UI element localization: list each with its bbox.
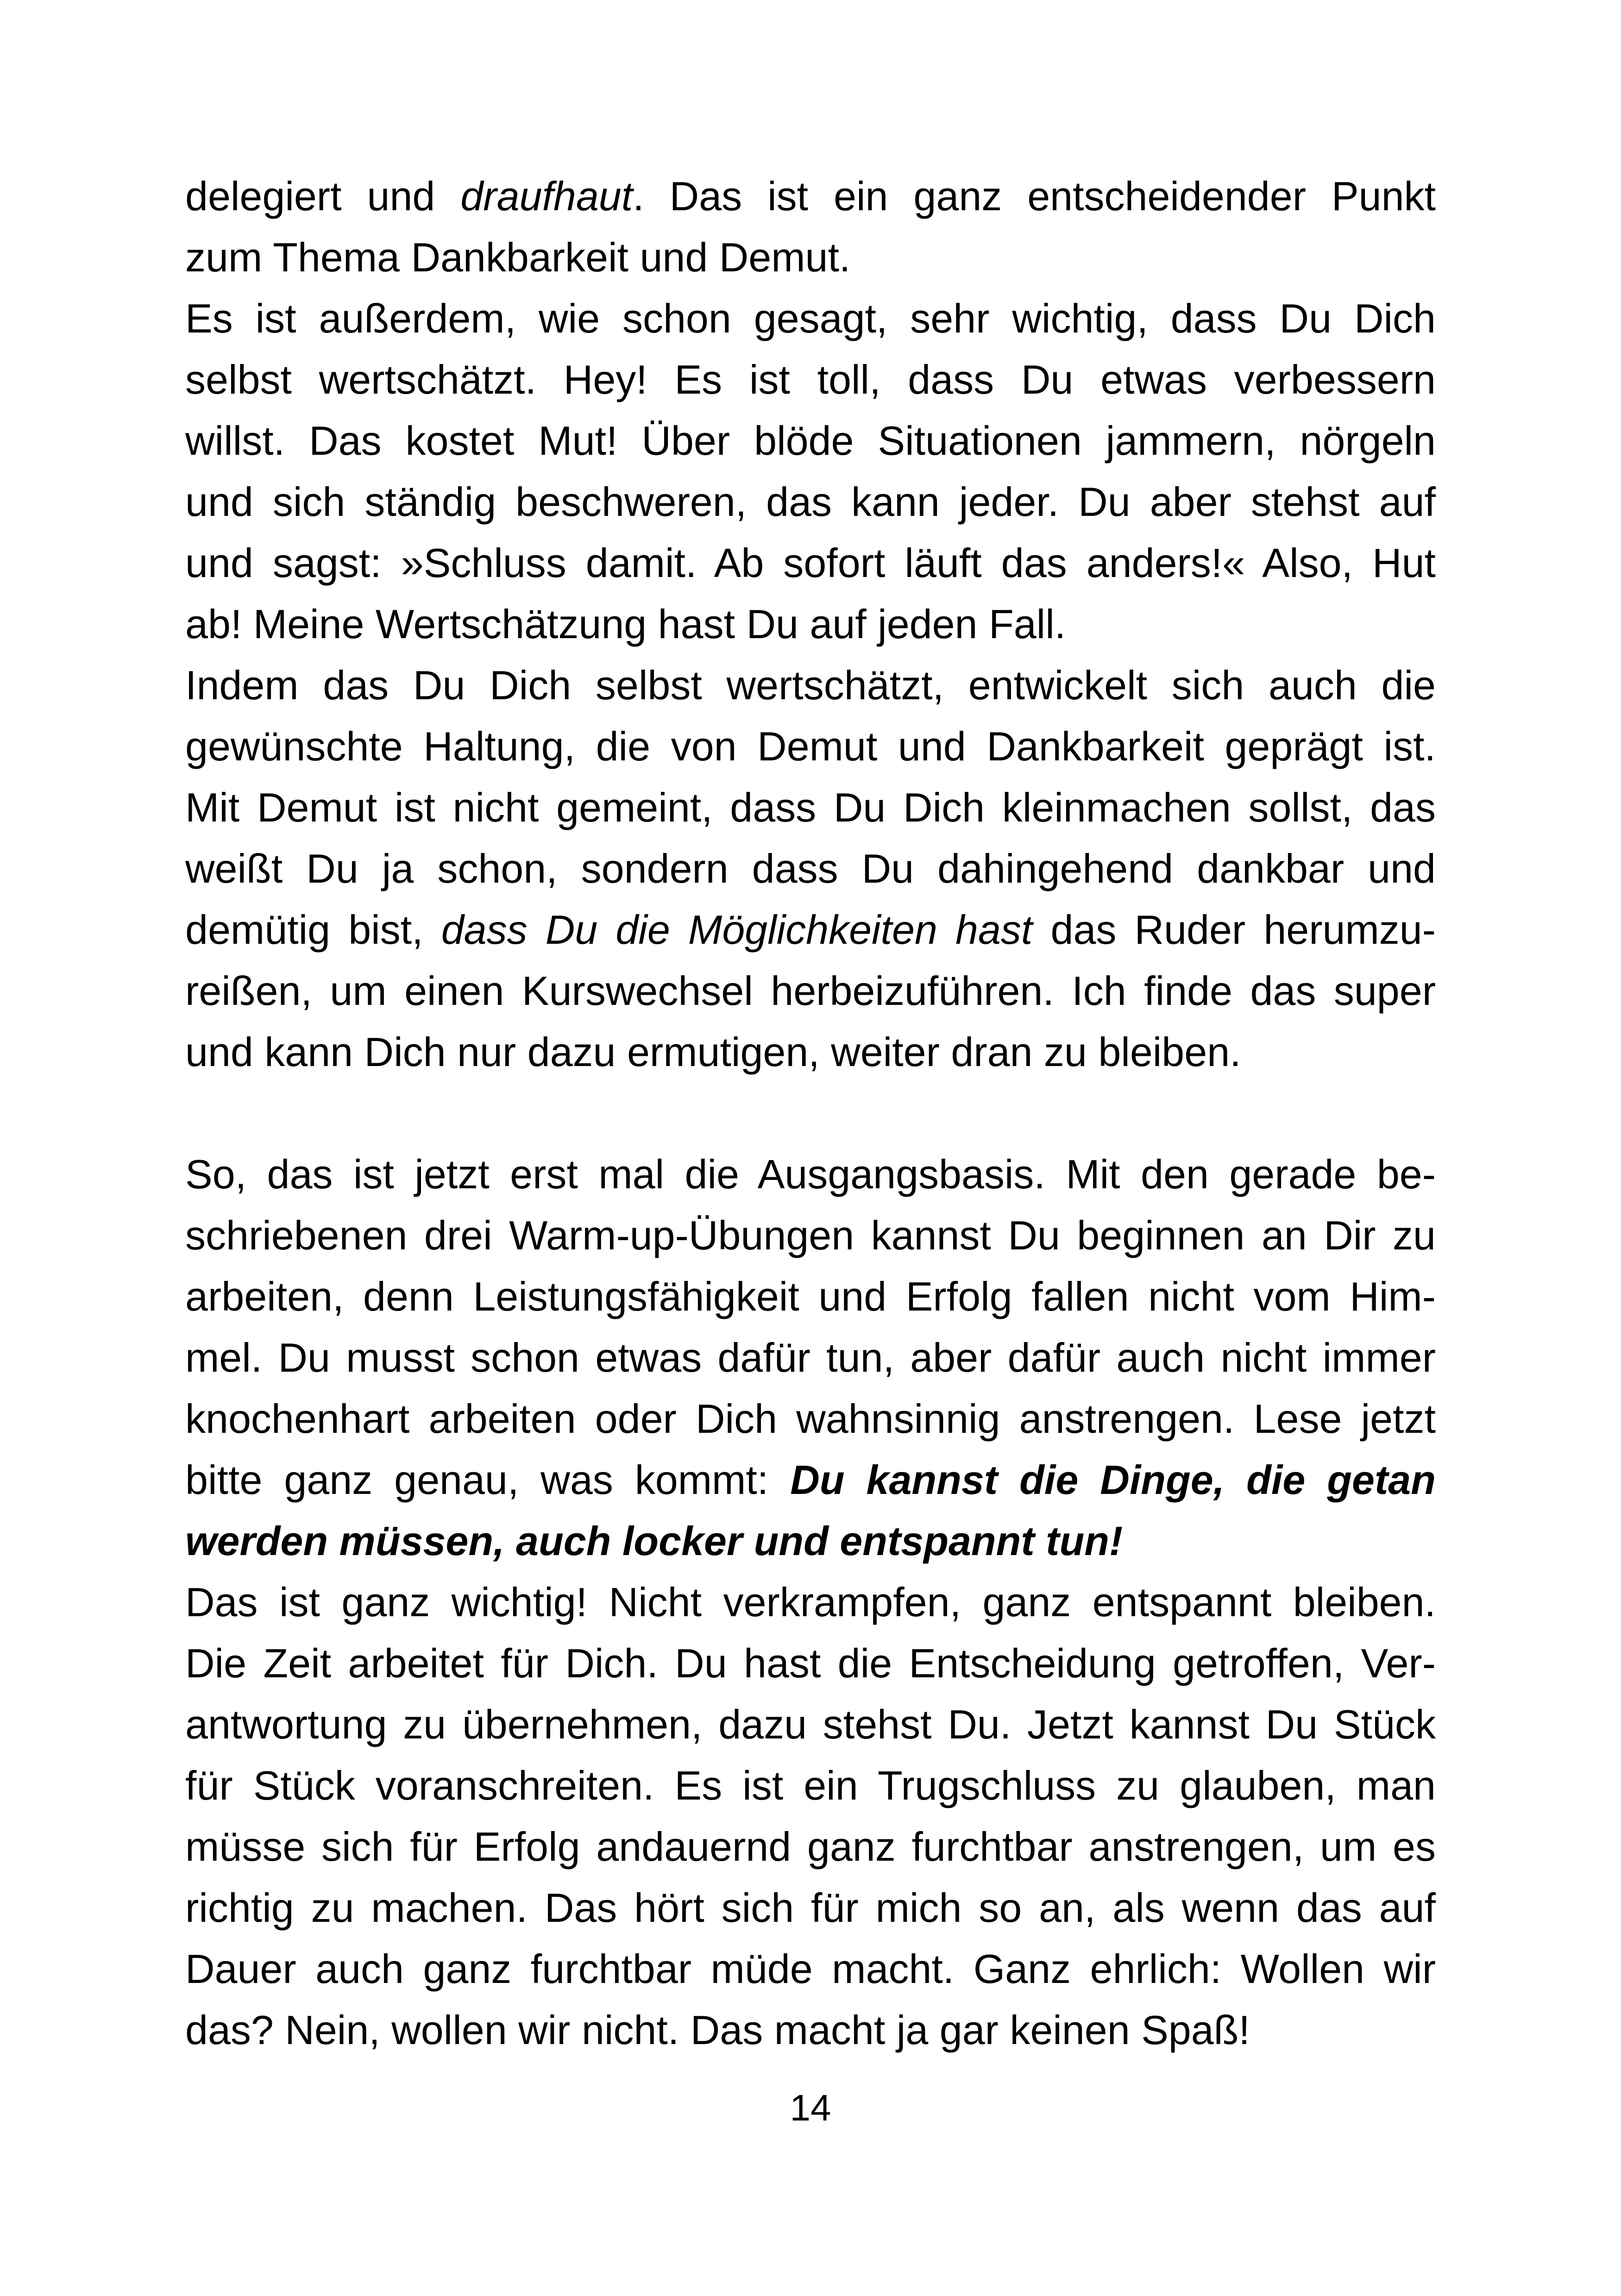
- text-line: reißen, um einen Kurswechsel herbeizuführen. Ich finde das super: [185, 968, 1436, 1014]
- text-line: und kann Dich nur dazu ermutigen, weiter dran zu bleiben.: [185, 1029, 1241, 1075]
- text-line: zum Thema Dankbarkeit und Demut.: [185, 234, 851, 280]
- paragraph-gap: [185, 1083, 1436, 1144]
- text-line: knochenhart arbeiten oder Dich wahnsinnig anstrengen. Lese jetzt: [185, 1396, 1436, 1442]
- text-line: werden müssen, auch locker und entspannt tun!: [185, 1518, 1123, 1564]
- text-line: schriebenen drei Warm-up-Übungen kannst Du beginnen an Dir zu: [185, 1212, 1436, 1258]
- text-line: und sagst: »Schluss damit. Ab sofort läuft das anders!« Also, Hut: [185, 540, 1436, 586]
- text-line: müsse sich für Erfolg andauernd ganz furchtbar anstrengen, um es: [185, 1824, 1436, 1869]
- text-line: willst. Das kostet Mut! Über blöde Situationen jammern, nörgeln: [185, 418, 1436, 464]
- text-line: Dauer auch ganz furchtbar müde macht. Ganz ehrlich: Wollen wir: [185, 1946, 1436, 1992]
- text-line: ab! Meine Wertschätzung hast Du auf jeden Fall.: [185, 601, 1066, 647]
- text-line: Es ist außerdem, wie schon gesagt, sehr wichtig, dass Du Dich: [185, 295, 1436, 341]
- text-line: Die Zeit arbeitet für Dich. Du hast die Entscheidung getroffen, Ver-: [185, 1640, 1436, 1686]
- text-line: gewünschte Haltung, die von Demut und Dankbarkeit geprägt ist.: [185, 723, 1436, 769]
- text-line: und sich ständig beschweren, das kann jeder. Du aber stehst auf: [185, 479, 1436, 525]
- text-line: das? Nein, wollen wir nicht. Das macht ja gar keinen Spaß!: [185, 2007, 1250, 2053]
- text-line: für Stück voranschreiten. Es ist ein Trugschluss zu glauben, man: [185, 1763, 1436, 1808]
- text-line: Indem das Du Dich selbst wertschätzt, entwickelt sich auch die: [185, 662, 1436, 708]
- page-number: 14: [790, 2087, 831, 2128]
- text-line: Mit Demut ist nicht gemeint, dass Du Dich kleinmachen sollst, das: [185, 784, 1436, 830]
- text-line: richtig zu machen. Das hört sich für mich so an, als wenn das auf: [185, 1885, 1436, 1931]
- text-line: So, das ist jetzt erst mal die Ausgangsbasis. Mit den gerade be-: [185, 1151, 1436, 1197]
- text-line: demütig bist, dass Du die Möglichkeiten hast das Ruder herumzu-: [185, 907, 1436, 953]
- text-line: mel. Du musst schon etwas dafür tun, aber dafür auch nicht immer: [185, 1335, 1436, 1380]
- text-line: arbeiten, denn Leistungsfähigkeit und Erfolg fallen nicht vom Him-: [185, 1273, 1436, 1319]
- text-line: weißt Du ja schon, sondern dass Du dahingehend dankbar und: [185, 846, 1436, 891]
- text-line: bitte ganz genau, was kommt: Du kannst die Dinge, die getan: [185, 1457, 1436, 1503]
- page-body: [185, 166, 1436, 2061]
- text-line: antwortung zu übernehmen, dazu stehst Du. Jetzt kannst Du Stück: [185, 1701, 1436, 1747]
- text-line: selbst wertschätzt. Hey! Es ist toll, dass Du etwas verbessern: [185, 357, 1436, 402]
- text-line: delegiert und draufhaut. Das ist ein ganz entscheidender Punkt: [185, 173, 1436, 219]
- text-line: Das ist ganz wichtig! Nicht verkrampfen, ganz entspannt bleiben.: [185, 1579, 1436, 1625]
